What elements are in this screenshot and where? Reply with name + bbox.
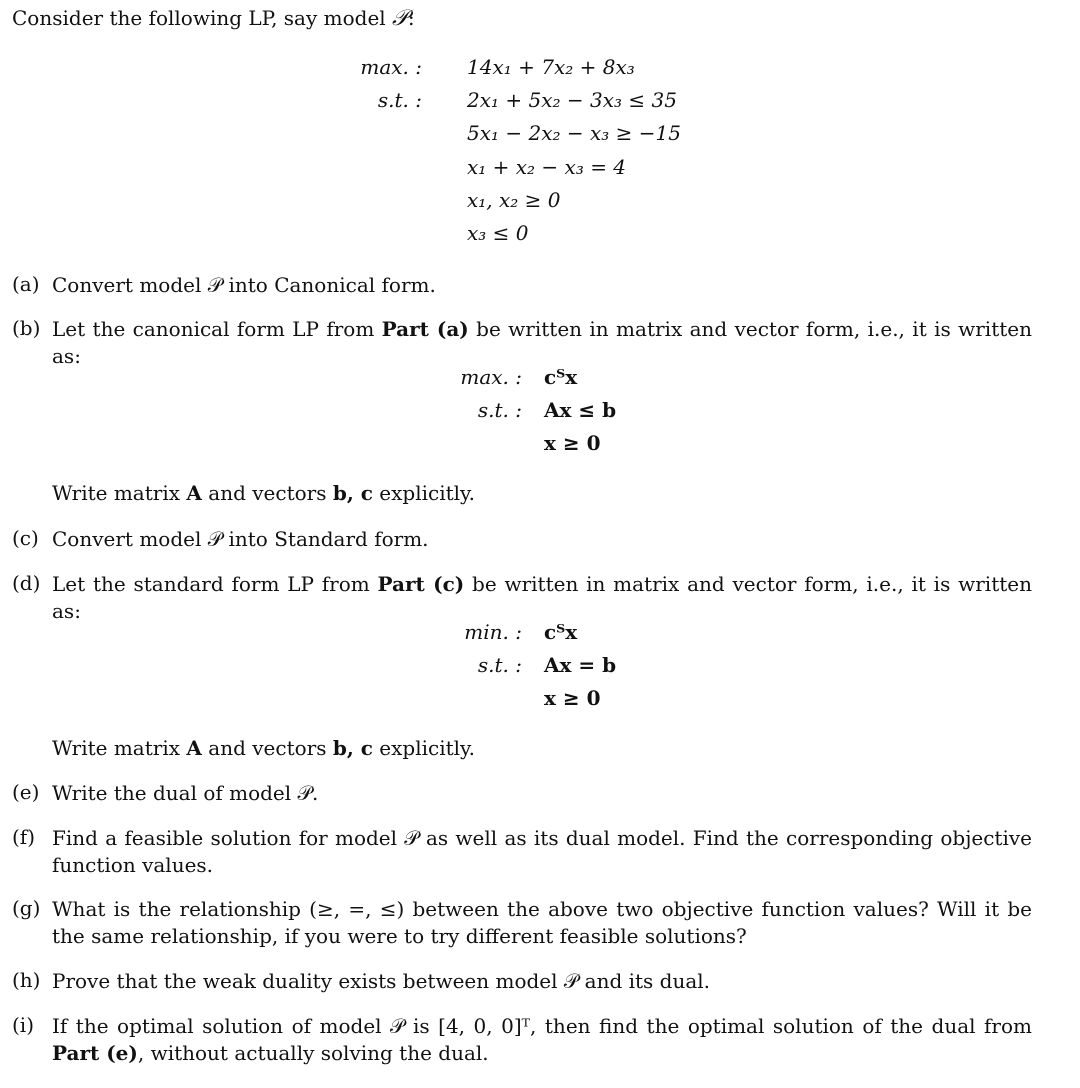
constraint-nonneg: x₁, x₂ ≥ 0 [467, 188, 561, 212]
lp-constraint-row [0, 88, 1080, 122]
max-label: max. : [460, 365, 522, 389]
write-matrix-b [52, 481, 475, 505]
max-label: max. : [360, 55, 422, 79]
part-tag: (f) [12, 825, 36, 849]
min-label: min. : [464, 620, 522, 644]
write-text: Write matrix [52, 481, 181, 505]
write-text: and vectors [208, 736, 327, 760]
part-text [52, 316, 1032, 370]
write-text: explicitly. [379, 736, 476, 760]
lp-objective-row [0, 55, 1080, 89]
intro-sentence: Consider the following LP, say model [12, 6, 386, 30]
lp-constraint-row [0, 188, 1080, 222]
write-text: and vectors [208, 481, 327, 505]
part-text [52, 1013, 1032, 1067]
constraint-nonpos: x₃ ≤ 0 [467, 221, 529, 245]
matrix-A-symbol: A [186, 736, 202, 760]
st-label: s.t. : [477, 653, 522, 677]
part-text: Convert model 𝒫 into Canonical form. [52, 273, 436, 297]
lp-constraint-row [0, 155, 1080, 189]
part-tag: (h) [12, 968, 41, 992]
matrix-objective: cᵀx [544, 365, 578, 389]
matrix-constraint: Ax = b [544, 653, 617, 677]
intro-text [12, 6, 415, 31]
matrix-A-symbol: A [186, 481, 202, 505]
part-text: Write the dual of model 𝒫. [52, 781, 319, 805]
part-reference: Part (a) [381, 317, 469, 341]
vector-bc-symbol: b, c [332, 736, 373, 760]
part-tag: (b) [12, 316, 41, 340]
matrix-objective-row [0, 620, 1080, 654]
part-text [52, 571, 1032, 625]
lp-constraint-row [0, 121, 1080, 155]
part-text-post: be written in matrix and vector form, i.e., it is written as: [52, 317, 1032, 368]
write-text: Write matrix [52, 736, 181, 760]
matrix-nonneg: x ≥ 0 [544, 686, 601, 710]
matrix-nonneg: x ≥ 0 [544, 431, 601, 455]
constraint-3: x₁ + x₂ − x₃ = 4 [467, 155, 627, 179]
part-text-pre: Let the standard form LP from [52, 572, 370, 596]
vector-bc-symbol: b, c [332, 481, 373, 505]
lp-constraint-row [0, 221, 1080, 255]
matrix-constraint-row [0, 431, 1080, 465]
part-reference: Part (e) [52, 1041, 138, 1065]
part-text-pre: Let the canonical form LP from [52, 317, 375, 341]
model-symbol: 𝒫 [392, 6, 408, 31]
part-reference: Part (c) [377, 572, 465, 596]
matrix-objective: cᵀx [544, 620, 578, 644]
part-tag: (e) [12, 780, 40, 804]
matrix-objective-row [0, 365, 1080, 399]
st-label: s.t. : [477, 398, 522, 422]
objective-function: 14x₁ + 7x₂ + 8x₃ [467, 55, 635, 79]
matrix-constraint-row [0, 653, 1080, 687]
intro-colon: : [407, 6, 415, 30]
matrix-constraint: Ax ≤ b [544, 398, 617, 422]
st-label: s.t. : [377, 88, 422, 112]
constraint-2: 5x₁ − 2x₂ − x₃ ≥ −15 [467, 121, 681, 145]
part-tag: (c) [12, 526, 39, 550]
part-text-post: be written in matrix and vector form, i.e., it is written as: [52, 572, 1032, 623]
write-text: explicitly. [379, 481, 476, 505]
part-tag: (a) [12, 272, 40, 296]
part-tag: (i) [12, 1013, 35, 1037]
part-text-post: , without actually solving the dual. [137, 1041, 489, 1065]
part-text-pre: If the optimal solution of model 𝒫 is [4, 0, 0]ᵀ, then find the optimal solution of the dual from [52, 1014, 1032, 1038]
part-text: Convert model 𝒫 into Standard form. [52, 527, 429, 551]
part-text: What is the relationship (≥, =, ≤) between the above two objective function values? Will it be the same relationship, if you were to try different feasible solutions? [52, 897, 1032, 948]
part-tag: (d) [12, 571, 41, 595]
write-matrix-d [52, 736, 475, 760]
part-text: Prove that the weak duality exists between model 𝒫 and its dual. [52, 969, 711, 993]
constraint-1: 2x₁ + 5x₂ − 3x₃ ≤ 35 [467, 88, 677, 112]
part-tag: (g) [12, 896, 41, 920]
matrix-constraint-row [0, 398, 1080, 432]
part-text: Find a feasible solution for model 𝒫 as well as its dual model. Find the corresponding objective function values. [52, 826, 1032, 877]
matrix-constraint-row [0, 686, 1080, 720]
